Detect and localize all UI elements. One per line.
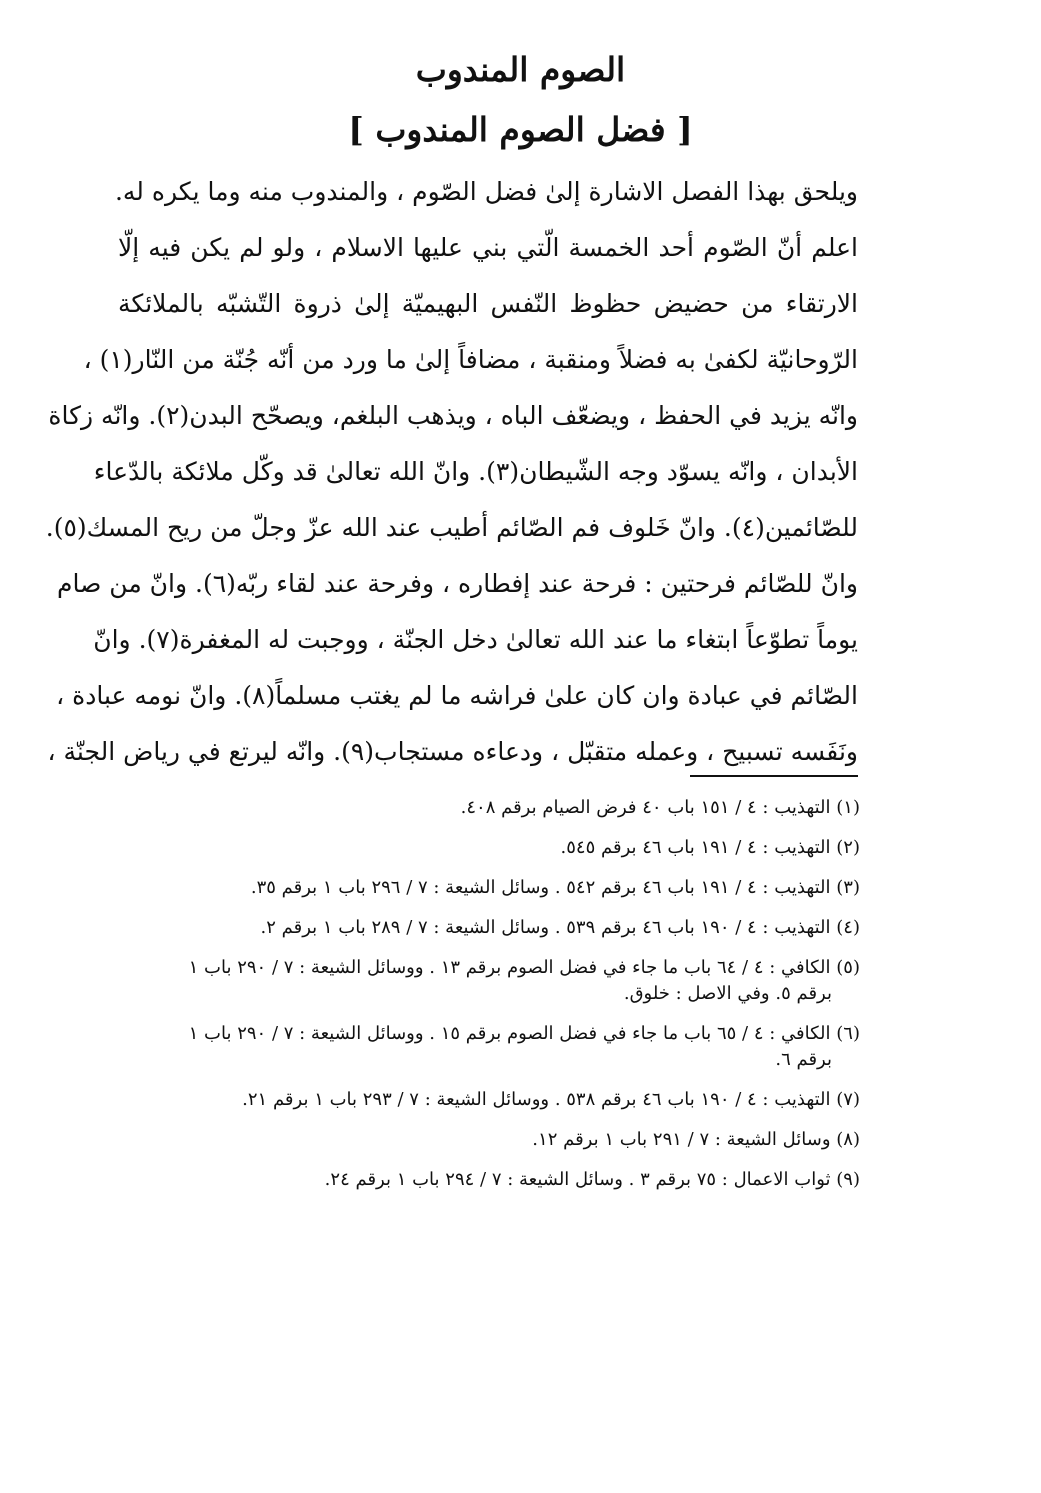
footnote: [130, 1167, 860, 1193]
footnote: [130, 1021, 860, 1073]
footnote: [130, 795, 860, 821]
footnote: [130, 915, 860, 941]
footnotes-list: [130, 795, 860, 1207]
footnote-text: (٤) التهذيب : ٤ / ١٩٠ باب ٤٦ برقم ٥٣٩ . وسائل الشيعة : ٧ / ٢٨٩ باب ١ برقم ٢.: [260, 917, 860, 938]
text-line: الأبدان ، وانّه يسوّد وجه الشّيطان(٣). وانّ الله تعالىٰ قد وكّل ملائكة بالدّعاء: [93, 457, 858, 486]
text-line: وانّه يزيد في الحفظ ، ويضعّف الباه ، ويذهب البلغم، ويصحّح البدن(٢). وانّه زكاة: [48, 401, 858, 430]
page-title: الصوم المندوب: [415, 50, 626, 89]
footnote-text: (٣) التهذيب : ٤ / ١٩١ باب ٤٦ برقم ٥٤٢ . وسائل الشيعة : ٧ / ٢٩٦ باب ١ برقم ٣٥.: [250, 877, 860, 898]
text-line: للصّائمين(٤). وانّ خَلوف فم الصّائم أطيب عند الله عزّ وجلّ من ريح المسك(٥).: [45, 513, 858, 542]
footnote-text: (١) التهذيب : ٤ / ١٥١ باب ٤٠ فرض الصيام برقم ٤٠٨.: [460, 797, 860, 818]
footnote-text: (٧) التهذيب : ٤ / ١٩٠ باب ٤٦ برقم ٥٣٨ . ووسائل الشيعة : ٧ / ٢٩٣ باب ١ برقم ٢١.: [242, 1089, 860, 1110]
footnote: [130, 1087, 860, 1113]
text-line: الرّوحانيّة لكفىٰ به فضلاً ومنقبة ، مضافاً إلىٰ ما ورد من أنّه جُنّة من النّار(١) ،: [83, 345, 858, 374]
text-line: يوماً تطوّعاً ابتغاء ما عند الله تعالىٰ دخل الجنّة ، ووجبت له المغفرة(٧). وانّ: [93, 625, 858, 654]
text-line: ويلحق بهذا الفصل الاشارة إلىٰ فضل الصّوم ، والمندوب منه وما يكره له.: [114, 177, 858, 206]
footnote-separator: [690, 775, 858, 777]
footnote-text: (٦) الكافي : ٤ / ٦٥ باب ما جاء في فضل الصوم برقم ١٥ . ووسائل الشيعة : ٧ / ٢٩٠ باب ١: [188, 1023, 860, 1044]
text-line: ونَفَسه تسبيح ، وعمله متقبّل ، ودعاءه مستجاب(٩). وانّه ليرتع في رياض الجنّة ،: [47, 737, 858, 766]
text-line: اعلم أنّ الصّوم أحد الخمسة الّتي بني عليها الاسلام ، ولو لم يكن فيه إلّا: [118, 233, 858, 262]
footnote: [130, 1127, 860, 1153]
main-text-block: [45, 164, 858, 780]
footnote: [130, 955, 860, 1007]
footnote-text: (٩) ثواب الاعمال : ٧٥ برقم ٣ . وسائل الشيعة : ٧ / ٢٩٤ باب ١ برقم ٢٤.: [324, 1169, 860, 1190]
footnote-text: (٥) الكافي : ٤ / ٦٤ باب ما جاء في فضل الصوم برقم ١٣ . ووسائل الشيعة : ٧ / ٢٩٠ باب ١: [188, 957, 860, 978]
text-line: الارتقاء من حضيض حظوظ النّفس البهيميّة إلىٰ ذروة التّشبّه بالملائكة: [118, 289, 858, 318]
footnote: [130, 835, 860, 861]
section-heading: [ فضل الصوم المندوب ]: [348, 110, 693, 149]
text-line: الصّائم في عبادة وان كان علىٰ فراشه ما لم يغتب مسلماً(٨). وانّ نومه عبادة ،: [56, 681, 858, 710]
footnote-continuation: برقم ٦.: [775, 1049, 832, 1070]
footnote-text: (٨) وسائل الشيعة : ٧ / ٢٩١ باب ١ برقم ١٢.: [532, 1129, 860, 1150]
text-line: وانّ للصّائم فرحتين : فرحة عند إفطاره ، وفرحة عند لقاء ربّه(٦). وانّ من صام: [57, 569, 858, 598]
footnote-continuation: برقم ٥. وفي الاصل : خلوق.: [623, 983, 832, 1004]
footnote-text: (٢) التهذيب : ٤ / ١٩١ باب ٤٦ برقم ٥٤٥.: [560, 837, 860, 858]
footnote: [130, 875, 860, 901]
